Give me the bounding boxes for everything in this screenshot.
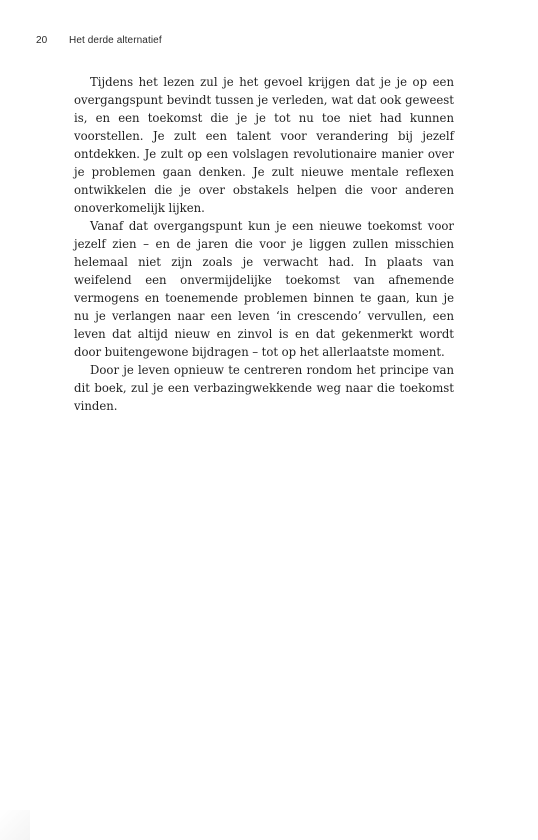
page-number: 20 [36,35,48,46]
paragraph-3: Door je leven opnieuw te centreren rondom het principe van dit boek, zul je een verbazingwekkende weg naar die toekomst vinden. [74,363,454,413]
paragraph-2: Vanaf dat overgangspunt kun je een nieuwe toekomst voor jezelf zien – en de jaren die voor je liggen zullen misschien helemaal niet zijn zoals je verwacht had. In plaats van weifelend een onvermijdelijke toekomst van afnemende vermogens en toenemende problemen binnen te gaan, kun je nu je verlangen naar een leven ‘in crescendo’ vervullen, een leven dat altijd nieuw en zinvol is en dat gekenmerkt wordt door buitengewone bijdragen – tot op het allerlaatste moment. [74,219,454,359]
running-head [36,35,162,46]
paragraph-1: Tijdens het lezen zul je het gevoel krijgen dat je je op een overgangspunt bevindt tussen je verleden, wat dat ook geweest is, en een toekomst die je je tot nu toe niet had kunnen voorstellen. Je zult een talent voor verandering bij jezelf ontdekken. Je zult op een volslagen revolutionaire manier over je problemen gaan denken. Je zult nieuwe mentale reflexen ontwikkelen die je over obstakels helpen die voor anderen onoverkomelijk lijken. [74,75,454,215]
page-corner-shade [0,810,30,840]
running-head-title: Het derde alternatief [69,35,162,46]
body-text [74,73,454,415]
